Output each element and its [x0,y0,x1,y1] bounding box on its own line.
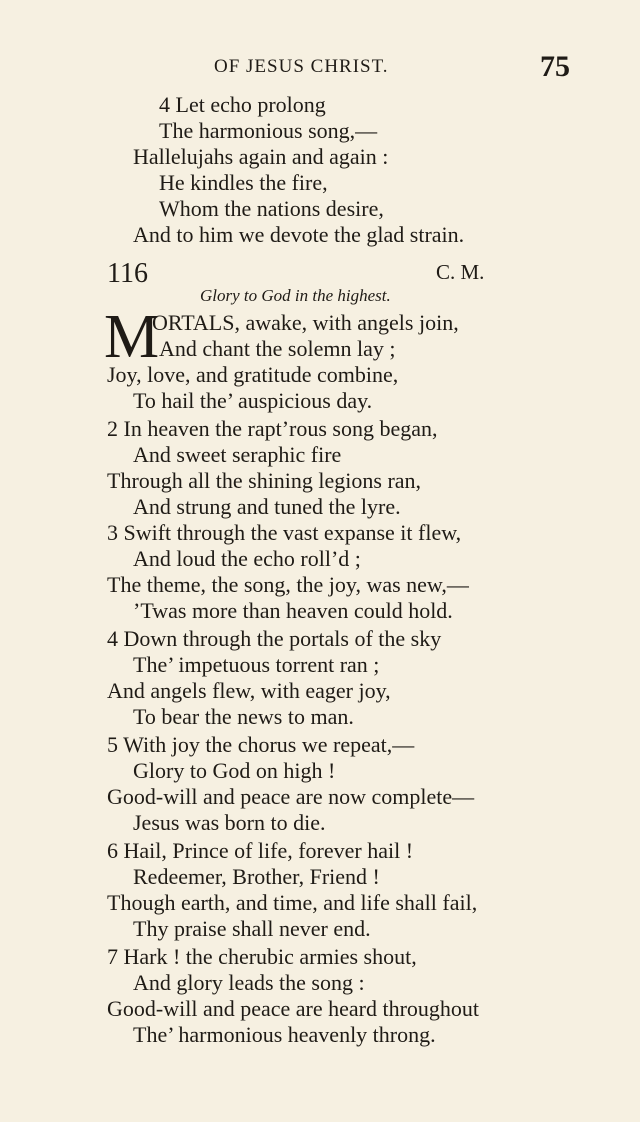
hymn-line: ’Twas more than heaven could hold. [133,598,453,623]
hymn-line: To hail the’ auspicious day. [133,388,373,413]
hymn-meter: C. M. [436,260,485,284]
prev-hymn-line: The harmonious song,— [159,118,378,143]
hymn-line: Thy praise shall never end. [133,916,371,941]
hymn-line: 5 With joy the chorus we repeat,— [107,732,415,757]
prev-hymn-line: Whom the nations desire, [159,196,384,221]
hymn-line: Joy, love, and gratitude combine, [107,362,399,387]
hymn-line: 7 Hark ! the cherubic armies shout, [107,944,417,969]
hymn-line: Though earth, and time, and life shall fail, [107,890,478,915]
hymn-line: 2 In heaven the rapt’rous song began, [107,416,438,441]
prev-hymn-line: 4 Let echo prolong [159,92,326,117]
hymn-line: 6 Hail, Prince of life, forever hail ! [107,838,414,863]
hymn-line: 3 Swift through the vast expanse it flew, [107,520,462,545]
hymn-line: 4 Down through the portals of the sky [107,626,442,651]
prev-hymn-line: And to him we devote the glad strain. [133,222,465,247]
hymn-line: Through all the shining legions ran, [107,468,422,493]
hymn-line: And strung and tuned the lyre. [133,494,401,519]
hymn-line: The theme, the song, the joy, was new,— [107,572,469,597]
hymn-line: ORTALS, awake, with angels join, [152,310,459,335]
hymn-line: The’ harmonious heavenly throng. [133,1022,436,1047]
hymn-number: 116 [107,258,148,289]
page-number: 75 [540,50,570,83]
hymn-line: And loud the echo roll’d ; [133,546,361,571]
prev-hymn-line: He kindles the fire, [159,170,328,195]
hymn-line: Good-will and peace are now complete— [107,784,475,809]
hymn-line: Jesus was born to die. [133,810,326,835]
hymn-line: And sweet seraphic fire [133,442,342,467]
drop-cap: M [104,303,160,371]
hymn-title: Glory to God in the highest. [200,286,391,305]
hymn-line: The’ impetuous torrent ran ; [133,652,380,677]
hymn-line: To bear the news to man. [133,704,354,729]
hymn-line: Good-will and peace are heard throughout [107,996,480,1021]
running-header: OF JESUS CHRIST. [214,56,389,77]
hymn-line: And chant the solemn lay ; [159,336,396,361]
prev-hymn-line: Hallelujahs again and again : [133,144,389,169]
hymn-line: Glory to God on high ! [133,758,336,783]
hymn-line: And angels flew, with eager joy, [107,678,391,703]
hymn-line: Redeemer, Brother, Friend ! [133,864,380,889]
hymn-line: And glory leads the song : [133,970,365,995]
